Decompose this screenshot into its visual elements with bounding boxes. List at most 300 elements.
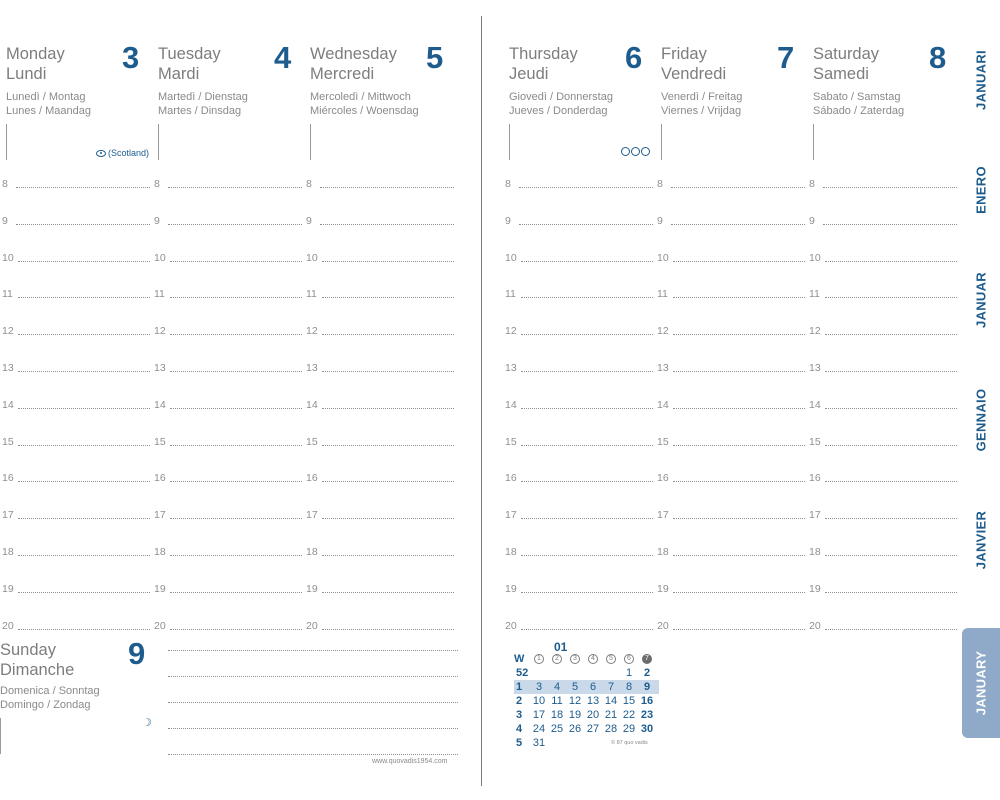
hour-row[interactable] — [505, 434, 653, 448]
mini-calendar-day[interactable]: 25 — [550, 723, 564, 735]
hour-label: 13 — [306, 362, 318, 374]
hour-row[interactable] — [306, 470, 454, 484]
writing-line — [18, 408, 150, 409]
hour-row[interactable] — [2, 507, 150, 521]
hour-label: 11 — [505, 288, 516, 301]
hour-row[interactable] — [306, 360, 454, 374]
writing-line — [170, 518, 302, 519]
mini-calendar-day[interactable] — [584, 666, 602, 680]
hour-label: 8 — [306, 178, 312, 190]
mini-calendar-day[interactable]: 1 — [625, 667, 633, 679]
hour-row[interactable] — [809, 618, 957, 632]
mini-calendar-day[interactable]: 24 — [532, 723, 546, 735]
hour-row[interactable] — [306, 250, 454, 264]
hour-row[interactable] — [505, 286, 653, 300]
writing-line — [322, 261, 454, 262]
hour-label: 17 — [2, 509, 14, 522]
day-number: 5 — [426, 40, 444, 75]
hour-label: 20 — [306, 619, 318, 632]
writing-line — [825, 297, 957, 298]
day-name — [6, 44, 65, 84]
hour-label: 11 — [2, 288, 13, 301]
hour-label: 13 — [154, 362, 166, 374]
day-translation-1: Venerdì / Freitag — [661, 91, 743, 103]
hour-row[interactable] — [154, 507, 302, 521]
mini-calendar-week[interactable] — [514, 694, 659, 708]
mini-calendar-week[interactable] — [514, 736, 659, 750]
hour-row[interactable] — [657, 544, 805, 558]
writing-line — [18, 297, 150, 298]
writing-line — [521, 592, 653, 593]
hour-row[interactable] — [657, 507, 805, 521]
month-tab-label: ENERO — [973, 166, 989, 214]
writing-line — [521, 261, 653, 262]
day-translation-1: Domenica / Sonntag — [0, 685, 100, 697]
hour-row[interactable] — [2, 434, 150, 448]
mini-calendar-day[interactable]: 12 — [568, 695, 582, 707]
mini-calendar-day[interactable]: 16 — [640, 695, 654, 707]
writing-line — [673, 371, 805, 372]
hour-row[interactable] — [306, 581, 454, 595]
hour-label: 12 — [657, 325, 669, 338]
hour-row[interactable] — [657, 434, 805, 448]
day-number: 3 — [122, 40, 140, 75]
hour-row[interactable] — [154, 544, 302, 558]
writing-line — [521, 408, 653, 409]
mini-calendar-day[interactable]: 18 — [550, 709, 564, 721]
hour-row[interactable] — [657, 470, 805, 484]
mini-calendar-day[interactable] — [548, 666, 566, 680]
day-number: 7 — [777, 40, 795, 75]
day-translations — [0, 684, 100, 712]
hour-row[interactable] — [2, 323, 150, 337]
hour-row[interactable] — [657, 176, 805, 190]
hour-label: 19 — [306, 582, 318, 595]
month-tab-gennaio[interactable] — [962, 370, 1000, 470]
writing-line — [18, 445, 150, 446]
mini-calendar-day[interactable]: 31 — [532, 737, 546, 749]
hour-row[interactable] — [657, 618, 805, 632]
mini-calendar-day[interactable]: 8 — [625, 681, 633, 693]
month-tab-label: GENNAIO — [973, 388, 989, 452]
hour-row[interactable] — [2, 176, 150, 190]
hour-row[interactable] — [306, 397, 454, 411]
hour-row[interactable] — [657, 397, 805, 411]
day-name — [509, 44, 578, 84]
hour-row[interactable] — [306, 213, 454, 227]
writing-line — [673, 445, 805, 446]
hour-row[interactable] — [306, 323, 454, 337]
week-number: 4 — [516, 723, 523, 735]
note-line[interactable] — [168, 650, 458, 651]
hour-label: 14 — [505, 398, 517, 411]
hour-label: 8 — [2, 178, 8, 190]
hour-label: 13 — [657, 362, 669, 374]
hour-row[interactable] — [306, 618, 454, 632]
writing-line — [18, 555, 150, 556]
week-number: 2 — [516, 695, 523, 707]
hour-row[interactable] — [154, 581, 302, 595]
hour-row[interactable] — [809, 397, 957, 411]
day-column — [655, 0, 807, 168]
mini-calendar-day[interactable] — [584, 736, 602, 750]
mini-calendar-day[interactable]: 20 — [586, 709, 600, 721]
mini-calendar-day[interactable] — [602, 666, 620, 680]
day-translation-2: Viernes / Vrijdag — [661, 105, 742, 117]
hour-row[interactable] — [2, 397, 150, 411]
month-tab-enero[interactable] — [962, 140, 1000, 240]
writing-line — [673, 592, 805, 593]
mini-calendar-week[interactable] — [514, 666, 659, 680]
hour-row[interactable] — [505, 618, 653, 632]
hour-label: 14 — [2, 398, 14, 411]
writing-line — [825, 445, 957, 446]
writing-line — [519, 224, 653, 225]
hour-label: 15 — [809, 435, 821, 448]
hour-row[interactable] — [2, 544, 150, 558]
hour-row[interactable] — [154, 213, 302, 227]
hour-label: 9 — [505, 214, 511, 227]
hour-row[interactable] — [505, 544, 653, 558]
hour-row[interactable] — [2, 581, 150, 595]
hour-label: 9 — [154, 214, 160, 227]
hour-row[interactable] — [154, 323, 302, 337]
hour-row[interactable] — [809, 470, 957, 484]
day-number: 6 — [625, 40, 643, 75]
month-tab-january[interactable] — [962, 628, 1000, 738]
hour-label: 14 — [657, 398, 669, 411]
writing-line — [673, 481, 805, 482]
mini-calendar-day[interactable]: 14 — [604, 695, 618, 707]
hour-label: 17 — [505, 509, 517, 522]
hour-label: 16 — [306, 472, 318, 485]
hour-label: 18 — [809, 546, 821, 558]
hour-row[interactable] — [306, 176, 454, 190]
mini-calendar-day[interactable]: 19 — [568, 709, 582, 721]
writing-line — [170, 555, 302, 556]
hour-row[interactable] — [2, 250, 150, 264]
hour-row[interactable] — [809, 544, 957, 558]
day-name-fr: Lundi — [6, 65, 47, 83]
hour-label: 18 — [505, 546, 517, 558]
hour-label: 16 — [2, 472, 14, 485]
writing-line — [673, 297, 805, 298]
week-number: 3 — [516, 709, 523, 721]
writing-line — [16, 224, 150, 225]
writing-line — [170, 371, 302, 372]
writing-line — [521, 481, 653, 482]
hour-row[interactable] — [306, 434, 454, 448]
hour-label: 20 — [657, 619, 669, 632]
writing-line — [521, 445, 653, 446]
hour-label: 12 — [306, 325, 318, 338]
hour-label: 9 — [809, 214, 815, 227]
hour-label: 11 — [154, 288, 165, 301]
writing-line — [170, 297, 302, 298]
day-translations — [158, 90, 248, 118]
mini-calendar-day[interactable]: 5 — [571, 681, 579, 693]
hour-row[interactable] — [2, 470, 150, 484]
mini-calendar-day[interactable]: 4 — [553, 681, 561, 693]
day-column — [304, 0, 456, 168]
copyright-text: © 87 quo vadis — [611, 740, 648, 746]
mini-calendar-day[interactable]: 7 — [607, 681, 615, 693]
mini-calendar-day[interactable]: 13 — [586, 695, 600, 707]
hour-label: 8 — [809, 178, 815, 190]
hour-row[interactable] — [154, 250, 302, 264]
note-line[interactable] — [168, 676, 458, 677]
mini-calendar-day[interactable] — [566, 666, 584, 680]
hour-row[interactable] — [154, 470, 302, 484]
hour-row[interactable] — [505, 250, 653, 264]
hour-row[interactable] — [154, 434, 302, 448]
hour-label: 13 — [2, 362, 14, 374]
hour-label: 15 — [505, 435, 517, 448]
hour-row[interactable] — [657, 286, 805, 300]
writing-line — [521, 371, 653, 372]
mini-calendar-day[interactable]: 29 — [622, 723, 636, 735]
day-number: 8 — [929, 40, 947, 75]
mini-calendar-day[interactable]: 9 — [643, 681, 651, 693]
hour-label: 19 — [657, 582, 669, 595]
hour-row[interactable] — [657, 360, 805, 374]
mini-calendar-day[interactable]: 6 — [589, 681, 597, 693]
hour-label: 12 — [154, 325, 166, 338]
week-number: 5 — [516, 737, 523, 749]
day-translations — [6, 90, 91, 118]
writing-line — [170, 445, 302, 446]
hour-row[interactable] — [657, 323, 805, 337]
mini-calendar-day[interactable] — [620, 736, 638, 750]
hour-label: 8 — [657, 178, 663, 190]
note-line[interactable] — [168, 754, 458, 755]
month-tab-janvier[interactable] — [962, 490, 1000, 590]
moon-phase-icon: ☽ — [142, 717, 152, 729]
hour-label: 13 — [809, 362, 821, 374]
hour-row[interactable] — [154, 286, 302, 300]
hour-label: 10 — [306, 251, 318, 264]
hour-row[interactable] — [154, 397, 302, 411]
writing-line — [673, 629, 805, 630]
writing-line — [322, 297, 454, 298]
holiday-label: (Scotland) — [108, 148, 150, 158]
day-translation-1: Giovedì / Donnerstag — [509, 91, 613, 103]
hour-row[interactable] — [2, 213, 150, 227]
month-tab-label: JANVIER — [973, 510, 989, 570]
mini-calendar-day[interactable]: 11 — [551, 695, 563, 707]
mini-calendar-day[interactable]: 27 — [586, 723, 600, 735]
hour-label: 18 — [154, 546, 166, 558]
hour-label: 18 — [2, 546, 14, 558]
hour-row[interactable] — [809, 286, 957, 300]
mini-calendar-week[interactable] — [514, 708, 659, 722]
writing-line — [823, 187, 957, 188]
website-footer: www.quovadis1954.com — [372, 758, 448, 765]
hour-label: 9 — [2, 214, 8, 227]
moon-circle-icon — [641, 147, 650, 156]
hour-row[interactable] — [505, 213, 653, 227]
month-tab-label: JANUAR — [973, 272, 989, 328]
mini-calendar-week[interactable] — [514, 722, 659, 736]
writing-line — [320, 187, 454, 188]
day-name — [813, 44, 879, 84]
mini-calendar-day[interactable]: 21 — [604, 709, 618, 721]
day-translations — [661, 90, 742, 118]
day-divider — [6, 124, 7, 160]
hour-row[interactable] — [809, 213, 957, 227]
month-tabs — [962, 0, 1000, 800]
mini-calendar-day[interactable] — [638, 736, 656, 750]
note-line[interactable] — [168, 702, 458, 703]
hour-row[interactable] — [809, 323, 957, 337]
mini-calendar-day[interactable]: 23 — [640, 709, 654, 721]
hour-row[interactable] — [657, 213, 805, 227]
day-translation-2: Martes / Dinsdag — [158, 105, 242, 117]
hour-row[interactable] — [809, 176, 957, 190]
hour-label: 11 — [306, 288, 317, 301]
hour-row[interactable] — [505, 507, 653, 521]
note-line[interactable] — [168, 728, 458, 729]
hour-label: 11 — [809, 288, 820, 301]
moon-phase-symbols — [620, 147, 650, 158]
hour-label: 19 — [809, 582, 821, 595]
hour-row[interactable] — [154, 618, 302, 632]
day-translation-2: Domingo / Zondag — [0, 699, 91, 711]
hour-label: 18 — [657, 546, 669, 558]
hour-label: 17 — [306, 509, 318, 522]
writing-line — [322, 481, 454, 482]
writing-line — [825, 592, 957, 593]
mini-calendar-day[interactable]: 15 — [622, 695, 636, 707]
mini-calendar-day[interactable]: 30 — [640, 723, 654, 735]
hour-label: 9 — [657, 214, 663, 227]
month-tab-label: JANUARI — [973, 50, 989, 110]
writing-line — [170, 481, 302, 482]
mini-calendar-day[interactable] — [602, 736, 620, 750]
hour-row[interactable] — [809, 434, 957, 448]
month-tab-label: JANUARY — [973, 650, 989, 716]
hour-row[interactable] — [809, 581, 957, 595]
hour-label: 10 — [505, 251, 517, 264]
moon-circle-icon — [631, 147, 640, 156]
writing-line — [521, 297, 653, 298]
writing-line — [168, 224, 302, 225]
hour-label: 10 — [2, 251, 14, 264]
mini-calendar-day[interactable]: 10 — [532, 695, 546, 707]
mini-calendar-day[interactable]: 28 — [604, 723, 618, 735]
mini-calendar-month: 01 — [554, 640, 568, 654]
hour-row[interactable] — [657, 250, 805, 264]
writing-line — [825, 261, 957, 262]
writing-line — [170, 629, 302, 630]
hour-row[interactable] — [809, 250, 957, 264]
hour-label: 20 — [2, 619, 14, 632]
day-name-en: Thursday — [509, 45, 578, 63]
day-translation-1: Mercoledì / Mittwoch — [310, 91, 411, 103]
hour-row[interactable] — [505, 176, 653, 190]
month-tab-januari[interactable] — [962, 30, 1000, 130]
writing-line — [170, 261, 302, 262]
writing-line — [322, 408, 454, 409]
hour-label: 16 — [154, 472, 166, 485]
hour-row[interactable] — [306, 507, 454, 521]
writing-line — [823, 224, 957, 225]
hour-row[interactable] — [2, 360, 150, 374]
writing-line — [320, 224, 454, 225]
writing-line — [825, 371, 957, 372]
hour-row[interactable] — [809, 507, 957, 521]
mini-calendar-day[interactable] — [566, 736, 584, 750]
weekday-mark: 7 — [638, 652, 656, 666]
day-name-en: Sunday — [0, 641, 56, 659]
mini-calendar-day[interactable]: 26 — [568, 723, 582, 735]
day-divider — [310, 124, 311, 160]
month-tab-januar[interactable] — [962, 250, 1000, 350]
mini-calendar-day[interactable] — [548, 736, 566, 750]
writing-line — [170, 334, 302, 335]
writing-line — [170, 408, 302, 409]
hour-row[interactable] — [505, 323, 653, 337]
day-divider — [0, 718, 1, 754]
sunday-block — [0, 630, 165, 780]
weekday-mark: 4 — [584, 652, 602, 666]
mini-calendar-day[interactable]: 17 — [532, 709, 546, 721]
hour-row[interactable] — [657, 581, 805, 595]
day-name — [158, 44, 221, 84]
writing-line — [673, 261, 805, 262]
hour-label: 12 — [505, 325, 517, 338]
day-translation-2: Sábado / Zaterdag — [813, 105, 905, 117]
hour-row[interactable] — [154, 176, 302, 190]
hour-label: 15 — [154, 435, 166, 448]
mini-calendar-day[interactable] — [530, 666, 548, 680]
day-divider — [813, 124, 814, 160]
holiday-note — [96, 148, 149, 158]
hour-row[interactable] — [809, 360, 957, 374]
hour-row[interactable] — [306, 286, 454, 300]
hour-row[interactable] — [306, 544, 454, 558]
hour-row[interactable] — [154, 360, 302, 374]
hour-row[interactable] — [505, 581, 653, 595]
hour-row[interactable] — [505, 360, 653, 374]
mini-calendar-day[interactable]: 22 — [622, 709, 636, 721]
writing-line — [673, 555, 805, 556]
day-translation-2: Jueves / Donderdag — [509, 105, 608, 117]
mini-calendar-day[interactable]: 3 — [535, 681, 543, 693]
week-number: 1 — [516, 681, 523, 693]
writing-line — [168, 187, 302, 188]
hour-label: 19 — [2, 582, 14, 595]
mini-calendar-week[interactable] — [514, 680, 659, 694]
day-translations — [509, 90, 613, 118]
hour-row[interactable] — [505, 397, 653, 411]
day-name-fr: Jeudi — [509, 65, 549, 83]
hour-label: 9 — [306, 214, 312, 227]
writing-line — [825, 408, 957, 409]
hour-row[interactable] — [2, 286, 150, 300]
writing-line — [519, 187, 653, 188]
hour-label: 18 — [306, 546, 318, 558]
hour-label: 16 — [657, 472, 669, 485]
day-name-fr: Mercredi — [310, 65, 375, 83]
hour-label: 12 — [2, 325, 14, 338]
hour-row[interactable] — [505, 470, 653, 484]
day-number: 4 — [274, 40, 292, 75]
hour-label: 17 — [809, 509, 821, 522]
day-name — [0, 640, 74, 680]
weekday-mark: 6 — [620, 652, 638, 666]
mini-calendar-day[interactable]: 2 — [643, 667, 651, 679]
